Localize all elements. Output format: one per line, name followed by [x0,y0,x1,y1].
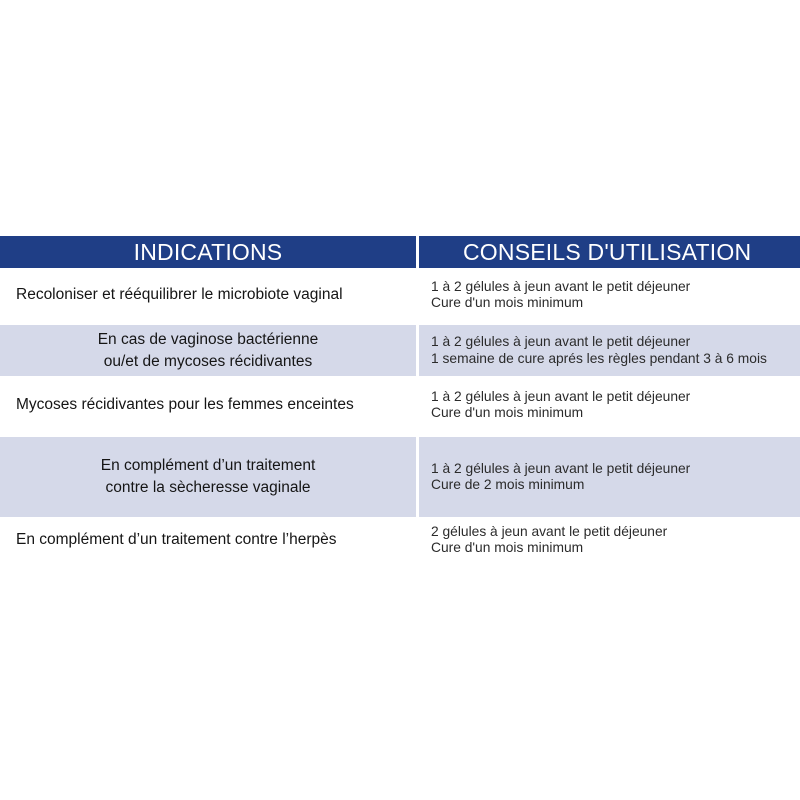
conseils-cell [419,437,800,517]
indication-cell [0,517,416,563]
conseils-line: 2 gélules à jeun avant le petit déjeuner [431,523,668,539]
conseils-line: 1 à 2 gélules à jeun avant le petit déjeuner [431,388,691,404]
conseils-line: 1 à 2 gélules à jeun avant le petit déjeuner [431,278,691,294]
indication-cell [0,376,416,434]
indication-cell [0,437,416,517]
indication-text: En complément d’un traitement [100,457,316,474]
conseils-line: Cure d'un mois minimum [431,295,584,310]
table-row [0,517,800,563]
conseils-line: 1 à 2 gélules à jeun avant le petit déjeuner [431,460,691,476]
indication-cell [0,268,416,322]
indication-text: contre la sècheresse vaginale [105,479,311,496]
table-row [0,437,800,517]
conseils-line: 1 à 2 gélules à jeun avant le petit déjeuner [431,334,691,349]
conseils-cell [419,517,800,563]
indications-table [0,236,800,563]
indication-text: En cas de vaginose bactérienne [97,330,319,348]
table-header-row [0,236,800,268]
indication-text: En complément d’un traitement contre l’herpès [16,531,337,548]
conseils-cell [419,325,800,376]
conseils-cell [419,376,800,434]
conseils-line: Cure de 2 mois minimum [431,477,585,492]
table-row [0,376,800,434]
header-indications: INDICATIONS [0,236,416,268]
conseils-cell [419,268,800,322]
table-row [0,268,800,322]
indication-text: Mycoses récidivantes pour les femmes enceintes [16,396,354,413]
conseils-line: Cure d'un mois minimum [431,405,584,420]
header-conseils: CONSEILS D'UTILISATION [419,236,800,268]
indication-text: Recoloniser et rééquilibrer le microbiote vaginal [16,286,343,303]
conseils-line: 1 semaine de cure aprés les règles pendant 3 à 6 mois [431,350,767,366]
indication-text: ou/et de mycoses récidivantes [103,352,313,370]
conseils-line: Cure d'un mois minimum [431,540,584,555]
indication-cell [0,325,416,376]
table-row [0,325,800,376]
